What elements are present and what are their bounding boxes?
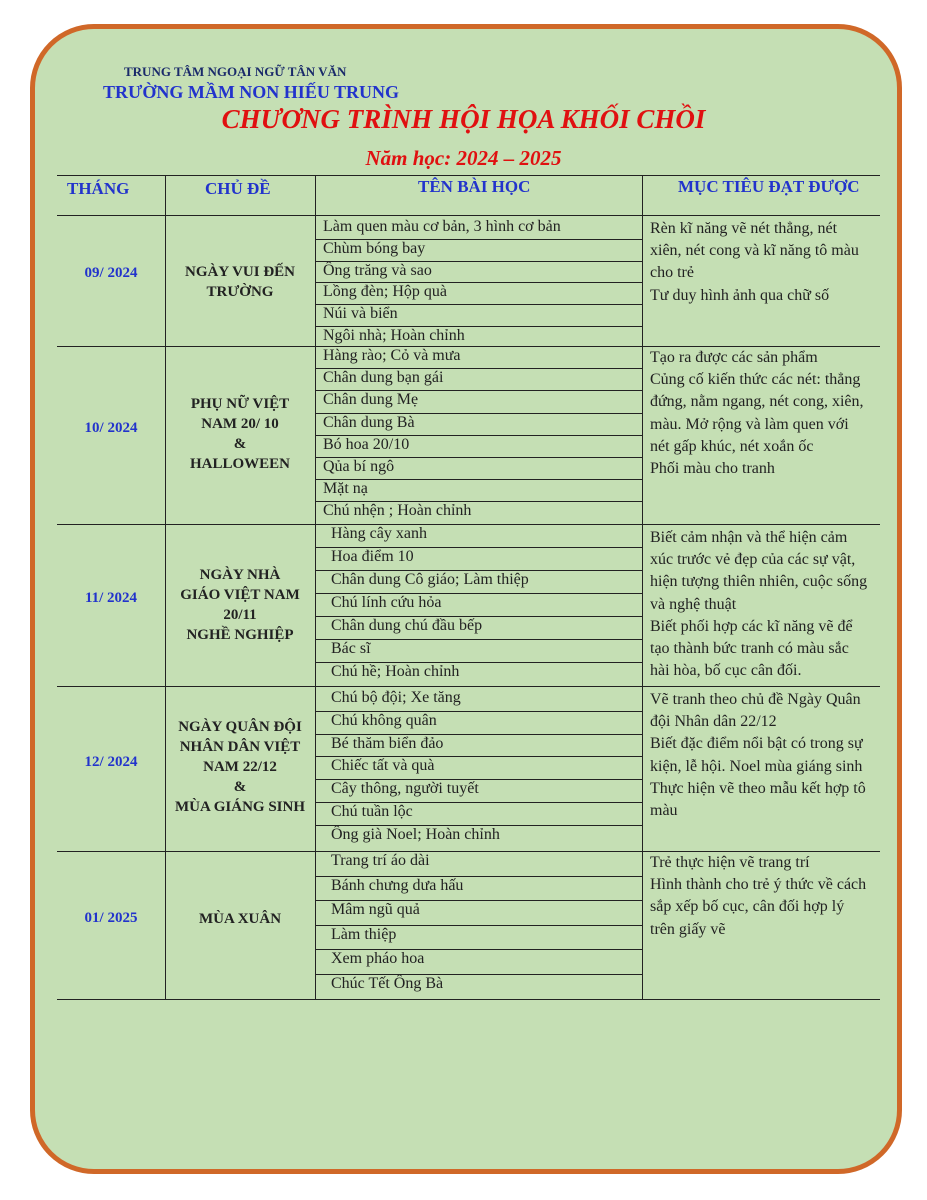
objective-cell <box>650 689 878 822</box>
column-divider <box>642 175 643 999</box>
header-theme: CHỦ ĐỀ <box>205 179 271 198</box>
objective-line: Biết cảm nhận và thể hiện cảm <box>650 529 848 546</box>
month-cell: 12/ 2024 <box>84 754 138 770</box>
objective-line: sắp xếp bố cục, cân đối hợp lý <box>650 898 845 916</box>
theme-line: PHỤ NỮ VIỆT <box>190 396 290 412</box>
theme-cell <box>166 909 314 929</box>
table-top-border <box>57 175 880 176</box>
lesson-item: Xem pháo hoa <box>331 950 425 967</box>
lesson-item: Mâm ngũ quả <box>331 901 420 918</box>
objective-cell <box>650 852 878 941</box>
lesson-item: Ông trăng và sao <box>323 261 432 279</box>
objective-line: Biết phối hợp các kĩ năng vẽ để <box>650 617 853 635</box>
month-cell: 11/ 2024 <box>84 590 138 606</box>
lesson-item: Chân dung Mẹ <box>323 391 419 409</box>
lesson-item: Ngôi nhà; Hoàn chỉnh <box>323 327 465 344</box>
objective-line: Tư duy hình ảnh qua chữ số <box>650 286 830 304</box>
objective-line: Biết đặc điểm nổi bật có trong sự <box>650 735 863 753</box>
theme-line: TRƯỜNG <box>206 284 274 300</box>
theme-line: MÙA XUÂN <box>198 911 282 927</box>
theme-line: NGHỀ NGHIỆP <box>186 627 294 643</box>
lesson-item: Bé thăm biển đảo <box>331 734 444 752</box>
objective-line: Tạo ra được các sản phẩm <box>650 349 818 366</box>
objective-line: tạo thành bức tranh có màu sắc <box>650 640 849 658</box>
lesson-item: Chân dung Cô giáo; Làm thiệp <box>331 571 529 588</box>
lesson-item: Chúc Tết Ông Bà <box>331 974 444 992</box>
objective-line: trên giấy vẽ <box>650 920 726 938</box>
lesson-item: Hoa điểm 10 <box>331 548 414 565</box>
objective-line: Trẻ thực hiện vẽ trang trí <box>650 854 810 871</box>
theme-cell <box>166 262 314 302</box>
lesson-item: Chiếc tất và quà <box>331 757 435 775</box>
theme-line: NGÀY NHÀ <box>199 567 281 583</box>
lesson-item: Làm thiệp <box>331 925 397 943</box>
lesson-item: Chân dung Bà <box>323 413 415 431</box>
objective-line: màu. Mở rộng và làm quen với <box>650 415 849 433</box>
lesson-item: Hàng rào; Cỏ và mưa <box>323 347 461 364</box>
month-cell: 10/ 2024 <box>84 420 138 436</box>
lesson-item: Mặt nạ <box>323 480 368 498</box>
lesson-item: Chú nhện ; Hoàn chỉnh <box>323 502 472 520</box>
objective-line: Củng cố kiến thức các nét: thẳng <box>650 371 861 389</box>
objective-line: đứng, nằm ngang, nét cong, xiên, <box>650 393 864 411</box>
page-title: CHƯƠNG TRÌNH HỘI HỌA KHỐI CHỒI <box>221 104 706 134</box>
header-objective: MỤC TIÊU ĐẠT ĐƯỢC <box>678 177 860 196</box>
lesson-item: Hàng cây xanh <box>331 525 427 542</box>
lesson-item: Chú tuần lộc <box>331 803 413 820</box>
objective-line: Vẽ tranh theo chủ đề Ngày Quân <box>650 691 861 708</box>
lesson-item: Bánh chưng dưa hấu <box>331 876 464 894</box>
theme-line: NGÀY QUÂN ĐỘI <box>178 719 302 735</box>
theme-line: MÙA GIÁNG SINH <box>174 799 305 815</box>
objective-line: Phối màu cho tranh <box>650 460 775 478</box>
header-lesson: TÊN BÀI HỌC <box>418 177 531 196</box>
school-name: TRƯỜNG MẦM NON HIẾU TRUNG <box>103 82 399 102</box>
theme-line: NHÂN DÂN VIỆT <box>179 739 301 755</box>
objective-cell <box>650 527 878 682</box>
lesson-item: Chú hề; Hoàn chỉnh <box>331 663 460 680</box>
objective-line: nét gấp khúc, nét xoắn ốc <box>650 437 814 455</box>
lesson-item: Chú lính cứu hỏa <box>331 594 442 611</box>
row-border <box>57 686 880 687</box>
lesson-item: Bó hoa 20/10 <box>323 435 410 453</box>
lesson-item: Núi và biển <box>323 305 398 323</box>
objective-line: màu <box>650 802 678 820</box>
month-cell: 01/ 2025 <box>84 910 138 926</box>
row-border <box>57 524 880 525</box>
lesson-item: Làm quen màu cơ bản, 3 hình cơ bản <box>323 218 561 235</box>
lesson-item: Qủa bí ngô <box>323 458 395 475</box>
center-name: TRUNG TÂM NGOẠI NGỮ TÂN VĂN <box>124 64 347 79</box>
objective-cell <box>650 218 878 307</box>
header-month: THÁNG <box>67 179 130 198</box>
theme-line: & <box>233 779 247 795</box>
objective-line: xiên, nét cong và kĩ năng tô màu <box>650 242 859 260</box>
theme-line: GIÁO VIỆT NAM <box>180 587 300 603</box>
theme-line: NGÀY VUI ĐẾN <box>184 264 295 280</box>
objective-line: xúc trước vẻ đẹp của các sự vật, <box>650 551 856 569</box>
theme-cell <box>166 394 314 474</box>
theme-line: 20/11 <box>223 607 257 623</box>
lesson-item: Chú bộ đội; Xe tăng <box>331 689 461 706</box>
lesson-item: Cây thông, người tuyết <box>331 780 479 798</box>
month-cell: 09/ 2024 <box>84 265 138 281</box>
objective-line: Hình thành cho trẻ ý thức về cách <box>650 876 867 894</box>
objective-line: đội Nhân dân 22/12 <box>650 713 777 731</box>
theme-line: HALLOWEEN <box>189 456 291 472</box>
school-year: Năm học: 2024 – 2025 <box>365 146 562 170</box>
objective-line: kiện, lễ hội. Noel mùa giáng sinh <box>650 757 863 775</box>
lesson-item: Lồng đèn; Hộp quà <box>323 283 447 301</box>
objective-line: Thực hiện vẽ theo mẫu kết hợp tô <box>650 779 866 797</box>
objective-line: hiện tượng thiên nhiên, cuộc sống <box>650 573 868 591</box>
lesson-item: Chân dung bạn gái <box>323 369 444 387</box>
lesson-item: Bác sĩ <box>331 640 371 657</box>
lesson-item: Trang trí áo dài <box>331 852 430 869</box>
lesson-item: Chùm bóng bay <box>323 239 426 257</box>
objective-line: và nghệ thuật <box>650 595 737 613</box>
objective-line: cho trẻ <box>650 264 694 282</box>
row-border <box>57 999 880 1000</box>
header-bottom-border <box>57 215 880 216</box>
objective-line: Rèn kĩ năng vẽ nét thẳng, nét <box>650 220 838 237</box>
lesson-item: Chú không quân <box>331 711 437 729</box>
lesson-item: Ông già Noel; Hoàn chỉnh <box>331 825 500 843</box>
objective-line: hài hòa, bố cục cân đối. <box>650 662 802 680</box>
theme-cell <box>166 717 314 817</box>
theme-line: NAM 20/ 10 <box>201 416 279 432</box>
objective-cell <box>650 347 878 480</box>
lesson-item: Chân dung chú đầu bếp <box>331 617 483 634</box>
theme-cell <box>166 565 314 645</box>
theme-line: & <box>233 436 247 452</box>
theme-line: NAM 22/12 <box>203 759 277 775</box>
